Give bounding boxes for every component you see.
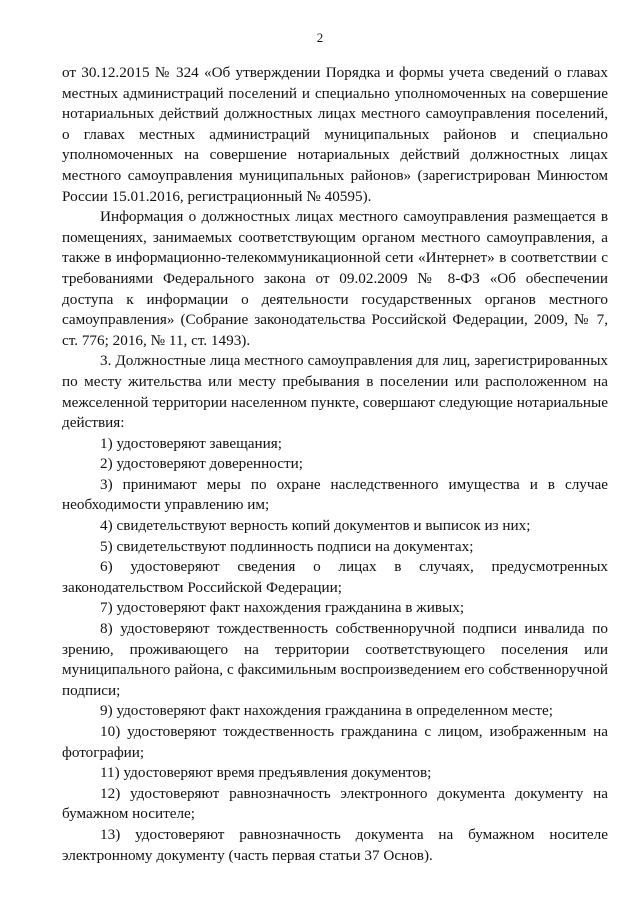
list-item-6: 6) удостоверяют сведения о лицах в случаях, предусмотренных законодательством Российской Федерации; xyxy=(62,558,608,596)
list-item-13: 13) удостоверяют равнозначность документа на бумажном носителе электронному документу (часть первая статьи 37 Основ). xyxy=(62,825,608,864)
paragraph-information-placement: Информация о должностных лицах местного самоуправления размещается в помещениях, занимаемых соответствующим органом местного самоуправления, а также в информационно-телекоммуникационной сети «Интернет» в соответствии с требованиями Федерального закона от 09.02.2009 № 8-ФЗ «Об обеспечении доступа к информации о деятельности государственных органов местного самоуправления» (Собрание законодательства Российской Федерации, 2009, № 7, ст. 776; 2016, № 11, ст. 1493). xyxy=(62,208,608,349)
list-item-3: 3) принимают меры по охране наследственного имущества и в случае необходимости управлению им; xyxy=(62,475,608,514)
paragraph-order-reference: от 30.12.2015 № 324 «Об утверждении Порядка и формы учета сведений о главах местных администраций поселений и специально уполномоченных на совершение нотариальных действий должностных лицах местного самоуправления поселений, о главах местных администраций муниципальных районов и специально уполномоченных на совершение нотариальных действий должностных лицах местного самоуправления муниципальных районов» (зарегистрирован Минюстом России 15.01.2016, регистрационный № 40595). xyxy=(62,64,608,205)
paragraph-notarial-actions-intro: 3. Должностные лица местного самоуправления для лиц, зарегистрированных по месту жительства или месту пребывания в поселении или расположенном на межселенной территории населенном пункте, совершают следующие нотариальные действия: xyxy=(62,352,608,432)
list-item-5: 5) свидетельствуют подлинность подписи на документах; xyxy=(100,537,474,555)
list-item-11: 11) удостоверяют время предъявления документов; xyxy=(100,764,432,782)
list-item-10: 10) удостоверяют тождественность гражданина с лицом, изображенным на фотографии; xyxy=(62,723,608,761)
list-item-1: 1) удостоверяют завещания; xyxy=(100,434,282,452)
document-body xyxy=(62,63,608,866)
list-item-2: 2) удостоверяют доверенности; xyxy=(100,455,303,473)
list-item-8: 8) удостоверяют тождественность собственноручной подписи инвалида по зрению, проживающего на территории соответствующего поселения или муниципального района, с факсимильным воспроизведением его собственноручной подписи; xyxy=(62,620,608,699)
list-item-12: 12) удостоверяют равнозначность электронного документа документу на бумажном носителе; xyxy=(62,784,608,823)
list-item-7: 7) удостоверяют факт нахождения гражданина в живых; xyxy=(100,599,465,617)
page-number: 2 xyxy=(316,30,324,45)
list-item-4: 4) свидетельствуют верность копий документов и выписок из них; xyxy=(100,517,531,535)
list-item-9: 9) удостоверяют факт нахождения гражданина в определенном месте; xyxy=(100,702,553,720)
